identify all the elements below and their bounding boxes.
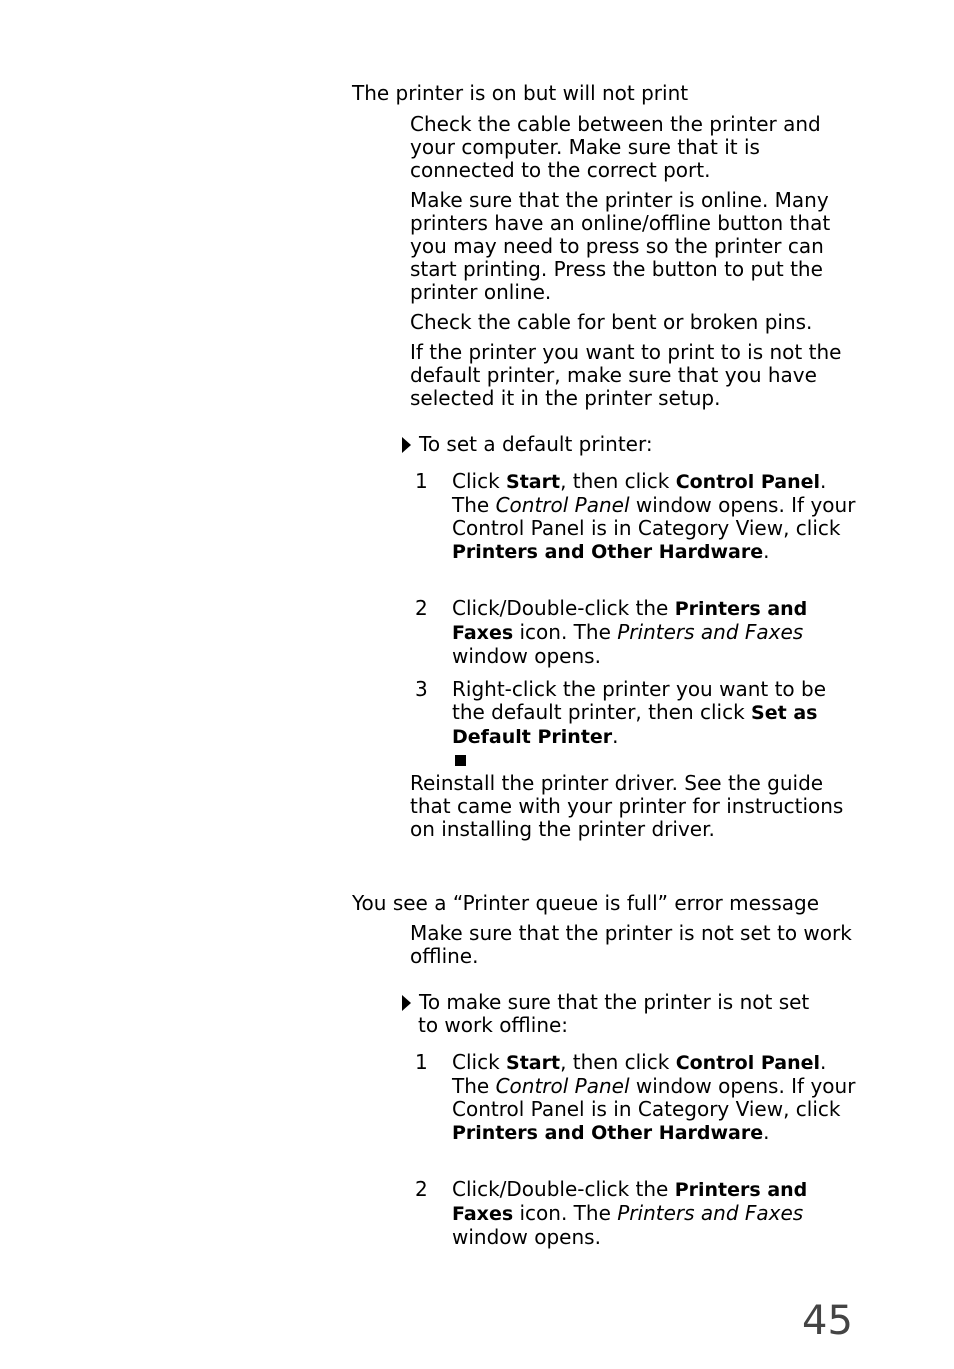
procedure-title-text: To set a default printer: xyxy=(419,432,653,456)
window-name-control-panel: Control Panel xyxy=(495,1074,630,1098)
window-name-printers-faxes: Printers and Faxes xyxy=(617,1201,804,1225)
ui-term-start: Start xyxy=(506,1052,561,1074)
step-text: Click/Double-click the Printers and Faxes icon. The Printers and Faxes window opens. xyxy=(452,1177,808,1249)
ui-term-start: Start xyxy=(506,471,561,493)
ui-term-printers-faxes: Printers and Faxes xyxy=(452,598,808,644)
ui-term-printers-other-hardware: Printers and Other Hardware xyxy=(452,541,764,563)
step-text: Click Start, then click Control Panel. The Control Panel window opens. If your Control Panel is in Category View, click Printers and Other Hardware. xyxy=(452,469,856,563)
procedure-end-square-icon xyxy=(455,755,466,766)
procedure-title-text: To make sure that the printer is not set xyxy=(419,990,810,1014)
section-heading-printer-not-printing: The printer is on but will not print xyxy=(352,81,689,105)
window-name-printers-faxes: Printers and Faxes xyxy=(617,620,804,644)
paragraph-check-cable: Check the cable between the printer and your computer. Make sure that it is connected to the correct port. xyxy=(410,112,821,182)
section-heading-queue-full: You see a “Printer queue is full” error message xyxy=(352,891,820,915)
ui-term-set-default-printer: Set as Default Printer xyxy=(452,702,818,748)
step-text: Click/Double-click the Printers and Faxes icon. The Printers and Faxes window opens. xyxy=(452,596,808,668)
procedure-title-work-offline xyxy=(402,991,857,1037)
ui-term-control-panel: Control Panel xyxy=(675,471,821,493)
paragraph-bent-pins: Check the cable for bent or broken pins. xyxy=(410,310,813,334)
paragraph-reinstall-driver: Reinstall the printer driver. See the guide that came with your printer for instructions on installing the printer driver. xyxy=(410,771,844,841)
step-number: 2 xyxy=(415,596,428,620)
step-number: 1 xyxy=(415,1050,428,1074)
window-name-control-panel: Control Panel xyxy=(495,493,630,517)
ui-term-printers-other-hardware: Printers and Other Hardware xyxy=(452,1122,764,1144)
paragraph-not-offline: Make sure that the printer is not set to work offline. xyxy=(410,921,852,968)
step-text: Click Start, then click Control Panel. The Control Panel window opens. If your Control Panel is in Category View, click Printers and Other Hardware. xyxy=(452,1050,856,1144)
procedure-title-text: to work offline: xyxy=(418,1013,569,1037)
step-number: 1 xyxy=(415,469,428,493)
paragraph-default-printer: If the printer you want to print to is not the default printer, make sure that you have selected it in the printer setup. xyxy=(410,340,842,410)
step-text: Right-click the printer you want to be the default printer, then click Set as Default Printer. xyxy=(452,677,827,748)
ui-term-printers-faxes: Printers and Faxes xyxy=(452,1179,808,1225)
step-number: 2 xyxy=(415,1177,428,1201)
procedure-title-default-printer xyxy=(402,433,857,456)
page-number: 45 xyxy=(802,1298,853,1344)
step-number: 3 xyxy=(415,677,428,701)
procedure-arrow-icon xyxy=(402,437,411,453)
ui-term-control-panel: Control Panel xyxy=(675,1052,821,1074)
paragraph-printer-online: Make sure that the printer is online. Many printers have an online/offline button that you may need to press so the printer can start printing. Press the button to put the printer online. xyxy=(410,188,831,304)
procedure-arrow-icon xyxy=(402,995,411,1011)
